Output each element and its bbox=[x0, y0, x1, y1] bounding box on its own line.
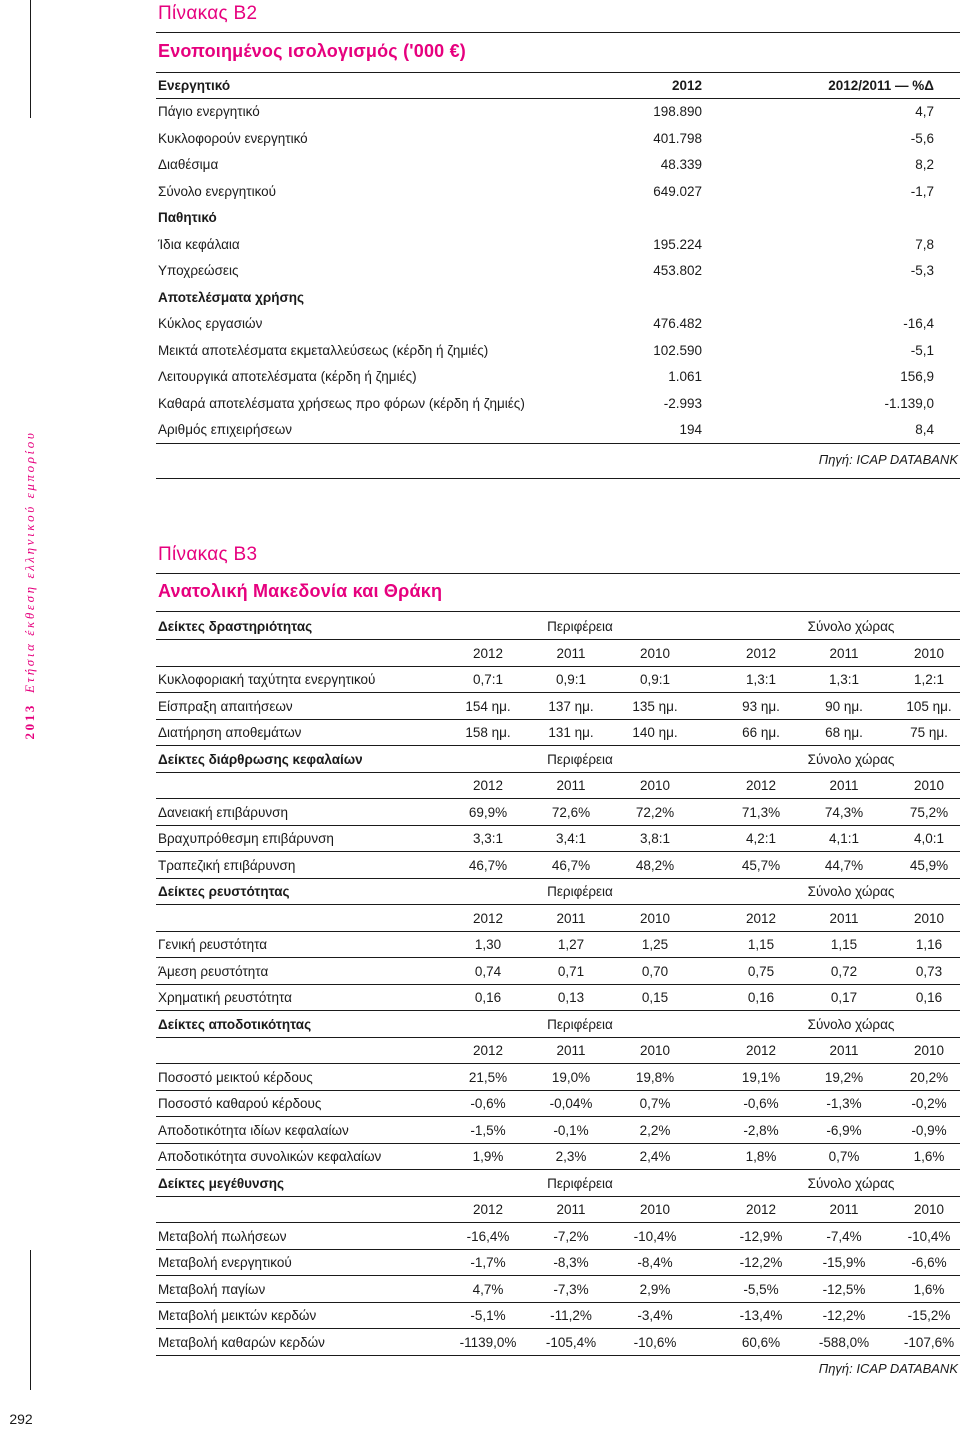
table-b2-row-label: Μεικτά αποτελέσματα εκμεταλλεύσεως (κέρδη ή ζημιές) bbox=[158, 343, 489, 358]
table-b2-source: Πηγή: ICAP DATABANK bbox=[818, 452, 958, 467]
table-b3-row-rule bbox=[156, 719, 960, 720]
table-b3-cell: -105,4% bbox=[545, 1335, 597, 1350]
table-b3-cell: 1,3:1 bbox=[828, 672, 860, 687]
table-b3-year-cell: 2011 bbox=[829, 1043, 859, 1058]
table-b2-row-value-2012: 1.061 bbox=[668, 369, 702, 384]
table-b2-row-value-2012: 198.890 bbox=[653, 104, 702, 119]
table-b3-cell: 105 ημ. bbox=[906, 699, 952, 714]
table-b2-row-label: Υποχρεώσεις bbox=[158, 263, 239, 278]
table-b3-cell: -7,4% bbox=[826, 1229, 862, 1244]
table-b3-cell: 1,30 bbox=[474, 937, 502, 952]
table-b3-cell: 0,13 bbox=[557, 990, 585, 1005]
table-b3-year-cell: 2010 bbox=[913, 1043, 945, 1058]
table-b3-years-rule bbox=[156, 1063, 960, 1064]
table-b2-row-value-2012: 48.339 bbox=[660, 157, 702, 172]
table-b3-cell: -6,6% bbox=[911, 1255, 947, 1270]
table-b3-row-rule bbox=[156, 1143, 960, 1144]
table-b3-row-label: Αποδοτικότητα συνολικών κεφαλαίων bbox=[158, 1149, 382, 1164]
table-b3-cell: 0,15 bbox=[641, 990, 669, 1005]
table-b3-year-cell: 2012 bbox=[745, 1043, 777, 1058]
table-b3-row bbox=[158, 1333, 958, 1353]
table-b3-cell: 0,16 bbox=[915, 990, 943, 1005]
table-b3-row bbox=[158, 988, 958, 1008]
table-b3-cell: 0,75 bbox=[747, 964, 775, 979]
table-b2-row-label: Πάγιο ενεργητικό bbox=[158, 104, 260, 119]
table-b2-row-value-2012: -2.993 bbox=[663, 396, 702, 411]
table-b3-cell: 0,71 bbox=[557, 964, 585, 979]
table-b2-source-rule bbox=[156, 478, 960, 479]
table-b3-section-rule bbox=[156, 1196, 960, 1197]
table-b3-cell: 19,0% bbox=[551, 1070, 591, 1085]
table-b2-header-col2: 2012/2011 — %Δ bbox=[828, 78, 934, 93]
table-b3-cell: 0,17 bbox=[830, 990, 858, 1005]
table-b3-row-rule bbox=[156, 851, 960, 852]
table-b3-cell: 1,6% bbox=[913, 1282, 945, 1297]
table-b3-year-cell: 2012 bbox=[472, 1043, 504, 1058]
table-b2-row-label: Λειτουργικά αποτελέσματα (κέρδη ή ζημιές) bbox=[158, 369, 417, 384]
table-b3-cell: -0,04% bbox=[549, 1096, 593, 1111]
table-b3-country-heading: Σύνολο χώρας bbox=[807, 1017, 895, 1032]
table-b3-cell: 72,2% bbox=[635, 805, 675, 820]
table-b3-cell: -8,4% bbox=[637, 1255, 673, 1270]
table-b2-row-change: 8,2 bbox=[915, 157, 934, 172]
table-b3-row bbox=[158, 723, 958, 743]
table-b2-subtitle-rule bbox=[156, 72, 960, 73]
table-b3-year-cell: 2010 bbox=[913, 911, 945, 926]
table-b3-section-header bbox=[158, 1015, 958, 1035]
table-b3-cell: 2,4% bbox=[639, 1149, 671, 1164]
table-b3-cell: 1,3:1 bbox=[745, 672, 777, 687]
table-b2-section-row bbox=[158, 288, 958, 308]
table-b3-cell: 135 ημ. bbox=[632, 699, 678, 714]
table-b3-row bbox=[158, 962, 958, 982]
table-b3-row bbox=[158, 1227, 958, 1247]
table-b2-row-change: -1,7 bbox=[910, 184, 934, 199]
table-b3-title: Πίνακας Β3 bbox=[158, 544, 258, 565]
table-b3-year-cell: 2012 bbox=[472, 911, 504, 926]
table-b3-region-heading: Περιφέρεια bbox=[547, 1176, 613, 1191]
table-b3-cell: -1,3% bbox=[826, 1096, 862, 1111]
table-b3-row-rule bbox=[156, 957, 960, 958]
table-b2-row-label: Σύνολο ενεργητικού bbox=[158, 184, 277, 199]
table-b3-cell: 72,6% bbox=[551, 805, 591, 820]
table-b3-years-row bbox=[158, 1200, 958, 1220]
table-b3-cell: 19,8% bbox=[635, 1070, 675, 1085]
table-b3-cell: 68 ημ. bbox=[825, 725, 863, 740]
table-b3-cell: 45,7% bbox=[741, 858, 781, 873]
table-b2-row bbox=[158, 394, 958, 414]
table-b3-row bbox=[158, 856, 958, 876]
table-b3-cell: 1,6% bbox=[913, 1149, 945, 1164]
table-b3-row-label: Είσπραξη απαιτήσεων bbox=[158, 699, 293, 714]
table-b3-cell: -15,9% bbox=[822, 1255, 866, 1270]
table-b3-cell: -0,9% bbox=[911, 1123, 947, 1138]
table-b3-cell: -10,4% bbox=[907, 1229, 951, 1244]
table-b3-year-cell: 2011 bbox=[556, 1202, 586, 1217]
table-b3-row-label: Κυκλοφοριακή ταχύτητα ενεργητικού bbox=[158, 672, 376, 687]
table-b3-years-rule bbox=[156, 666, 960, 667]
table-b3-cell: 158 ημ. bbox=[465, 725, 511, 740]
table-b3-cell: 0,16 bbox=[747, 990, 775, 1005]
table-b3-country-heading: Σύνολο χώρας bbox=[807, 884, 895, 899]
table-b3-cell: 19,1% bbox=[741, 1070, 781, 1085]
table-b3-cell: -5,1% bbox=[470, 1308, 506, 1323]
table-b3-row bbox=[158, 1094, 958, 1114]
table-b3-cell: -0,6% bbox=[743, 1096, 779, 1111]
table-b3-cell: 19,2% bbox=[824, 1070, 864, 1085]
table-b3-row-label: Μεταβολή παγίων bbox=[158, 1282, 266, 1297]
table-b3-row bbox=[158, 935, 958, 955]
table-b3-row-rule bbox=[156, 1169, 960, 1170]
table-b3-row-label: Μεταβολή καθαρών κερδών bbox=[158, 1335, 325, 1350]
table-b3-row-rule bbox=[156, 1275, 960, 1276]
table-b3-cell: -12,2% bbox=[822, 1308, 866, 1323]
table-b2-row bbox=[158, 367, 958, 387]
table-b3-cell: -107,6% bbox=[903, 1335, 955, 1350]
table-b3-row-label: Μεταβολή πωλήσεων bbox=[158, 1229, 287, 1244]
table-b3-row bbox=[158, 1253, 958, 1273]
table-b3-cell: 75 ημ. bbox=[910, 725, 948, 740]
table-b3-row-label: Ποσοστό καθαρού κέρδους bbox=[158, 1096, 322, 1111]
table-b3-row-rule bbox=[156, 878, 960, 879]
table-b3-region-heading: Περιφέρεια bbox=[547, 752, 613, 767]
table-b3-year-cell: 2010 bbox=[639, 911, 671, 926]
table-b3-row-label: Γενική ρευστότητα bbox=[158, 937, 268, 952]
table-b3-section-rule bbox=[156, 772, 960, 773]
table-b3-cell: 137 ημ. bbox=[548, 699, 594, 714]
table-b3-cell: 93 ημ. bbox=[742, 699, 780, 714]
table-b3-cell: 74,3% bbox=[824, 805, 864, 820]
table-b3-cell: 4,2:1 bbox=[745, 831, 777, 846]
table-b3-country-heading: Σύνολο χώρας bbox=[807, 752, 895, 767]
table-b3-region-heading: Περιφέρεια bbox=[547, 884, 613, 899]
table-b3-cell: 21,5% bbox=[468, 1070, 508, 1085]
table-b3-cell: -16,4% bbox=[466, 1229, 510, 1244]
table-b3-cell: 69,9% bbox=[468, 805, 508, 820]
table-b3-cell: 75,2% bbox=[909, 805, 949, 820]
table-b3-cell: 0,16 bbox=[474, 990, 502, 1005]
sidebar-label: Ετήσια έκθεση ελληνικού εμπορίου bbox=[22, 430, 37, 694]
table-b3-cell: -12,2% bbox=[739, 1255, 783, 1270]
table-b3-section-header bbox=[158, 750, 958, 770]
table-b2-row-label: Κυκλοφορούν ενεργητικό bbox=[158, 131, 308, 146]
table-b2-header bbox=[158, 76, 958, 96]
table-b2-row-value-2012: 194 bbox=[679, 422, 702, 437]
table-b3-row bbox=[158, 697, 958, 717]
table-b3-cell: -7,3% bbox=[553, 1282, 589, 1297]
page-number: 292 bbox=[9, 1411, 33, 1427]
table-b3-cell: 4,7% bbox=[472, 1282, 504, 1297]
table-b3-row-rule bbox=[156, 745, 960, 746]
table-b3-cell: -6,9% bbox=[826, 1123, 862, 1138]
table-b3-row-rule bbox=[156, 1302, 960, 1303]
table-b2-row-change: -5,6 bbox=[910, 131, 934, 146]
table-b3-cell: -5,5% bbox=[743, 1282, 779, 1297]
table-b3-year-cell: 2012 bbox=[472, 1202, 504, 1217]
table-b3-year-cell: 2012 bbox=[745, 911, 777, 926]
table-b2-bottom-rule bbox=[156, 443, 960, 444]
table-b3-title-rule bbox=[156, 573, 960, 574]
table-b3-cell: 1,15 bbox=[747, 937, 775, 952]
table-b2-row-label: Διαθέσιμα bbox=[158, 157, 219, 172]
table-b2-row-label: Αποτελέσματα χρήσης bbox=[158, 290, 304, 305]
table-b3-year-cell: 2012 bbox=[745, 646, 777, 661]
table-b2-row-value-2012: 102.590 bbox=[653, 343, 702, 358]
table-b3-cell: 140 ημ. bbox=[632, 725, 678, 740]
table-b2-row-change: -5,3 bbox=[910, 263, 934, 278]
table-b3-year-cell: 2011 bbox=[556, 911, 586, 926]
table-b3-cell: 0,72 bbox=[830, 964, 858, 979]
table-b2-row bbox=[158, 182, 958, 202]
table-b2-subtitle: Ενοποιημένος ισολογισμός ('000 €) bbox=[158, 41, 466, 61]
table-b3-section-title: Δείκτες δραστηριότητας bbox=[158, 619, 313, 634]
table-b2-row-value-2012: 195.224 bbox=[653, 237, 702, 252]
table-b3-cell: -13,4% bbox=[739, 1308, 783, 1323]
table-b3-year-cell: 2011 bbox=[556, 646, 586, 661]
table-b3-year-cell: 2012 bbox=[472, 646, 504, 661]
table-b3-year-cell: 2010 bbox=[913, 1202, 945, 1217]
table-b2-row-value-2012: 649.027 bbox=[653, 184, 702, 199]
table-b3-cell: 46,7% bbox=[468, 858, 508, 873]
table-b3-section-header bbox=[158, 882, 958, 902]
table-b3-cell: -0,1% bbox=[553, 1123, 589, 1138]
table-b3-year-cell: 2010 bbox=[639, 778, 671, 793]
table-b2-row-label: Παθητικό bbox=[158, 210, 217, 225]
table-b2-row-label: Αριθμός επιχειρήσεων bbox=[158, 422, 292, 437]
table-b3-cell: 2,3% bbox=[555, 1149, 587, 1164]
table-b3-year-cell: 2012 bbox=[745, 778, 777, 793]
table-b3-subtitle: Ανατολική Μακεδονία και Θράκη bbox=[158, 581, 443, 601]
table-b3-row-rule bbox=[156, 1010, 960, 1011]
table-b3-row bbox=[158, 1068, 958, 1088]
table-b3-years-rule bbox=[156, 798, 960, 799]
table-b2-row-change: -1.139,0 bbox=[884, 396, 934, 411]
table-b3-cell: 1,25 bbox=[641, 937, 669, 952]
table-b3-year-cell: 2010 bbox=[639, 1043, 671, 1058]
table-b3-cell: 1,27 bbox=[557, 937, 585, 952]
table-b2-row bbox=[158, 129, 958, 149]
sidebar-caption bbox=[22, 431, 38, 740]
table-b3-cell: 131 ημ. bbox=[548, 725, 594, 740]
table-b3-cell: 1,16 bbox=[915, 937, 943, 952]
table-b3-section-rule bbox=[156, 1037, 960, 1038]
table-b2-row-value-2012: 453.802 bbox=[653, 263, 702, 278]
table-b3-years-row bbox=[158, 776, 958, 796]
table-b3-row bbox=[158, 803, 958, 823]
table-b3-row bbox=[158, 1121, 958, 1141]
table-b3-row-label: Μεταβολή ενεργητικού bbox=[158, 1255, 292, 1270]
table-b3-cell: 60,6% bbox=[741, 1335, 781, 1350]
table-b3-row-label: Αποδοτικότητα ιδίων κεφαλαίων bbox=[158, 1123, 349, 1138]
table-b3-year-cell: 2010 bbox=[639, 1202, 671, 1217]
table-b3-source: Πηγή: ICAP DATABANK bbox=[818, 1361, 958, 1376]
table-b3-cell: -0,6% bbox=[470, 1096, 506, 1111]
table-b3-cell: 0,73 bbox=[915, 964, 943, 979]
table-b2-header-label: Ενεργητικό bbox=[158, 78, 231, 93]
table-b3-cell: -0,2% bbox=[911, 1096, 947, 1111]
table-b3-section-title: Δείκτες διάρθρωσης κεφαλαίων bbox=[158, 752, 363, 767]
table-b2-row-change: -16,4 bbox=[903, 316, 934, 331]
table-b3-section-rule bbox=[156, 904, 960, 905]
table-b3-section-title: Δείκτες ρευστότητας bbox=[158, 884, 290, 899]
table-b3-cell: -10,4% bbox=[633, 1229, 677, 1244]
table-b3-cell: 2,9% bbox=[639, 1282, 671, 1297]
table-b3-years-rule bbox=[156, 931, 960, 932]
table-b3-row-label: Τραπεζική επιβάρυνση bbox=[158, 858, 296, 873]
table-b3-row bbox=[158, 829, 958, 849]
table-b2-row-change: 4,7 bbox=[915, 104, 934, 119]
table-b2-row bbox=[158, 420, 958, 440]
table-b2-row-change: 7,8 bbox=[915, 237, 934, 252]
table-b2-row bbox=[158, 155, 958, 175]
sidebar-year: 2013 bbox=[22, 703, 37, 740]
sidebar-rule-top bbox=[30, 0, 31, 118]
table-b3-row-rule bbox=[156, 1090, 960, 1091]
table-b3-cell: -15,2% bbox=[907, 1308, 951, 1323]
table-b2-row-label: Ίδια κεφάλαια bbox=[158, 237, 240, 252]
table-b3-years-row bbox=[158, 1041, 958, 1061]
table-b3-cell: 45,9% bbox=[909, 858, 949, 873]
table-b3-cell: 46,7% bbox=[551, 858, 591, 873]
table-b3-year-cell: 2011 bbox=[829, 646, 859, 661]
sidebar-rule-bottom bbox=[30, 1250, 31, 1390]
table-b3-row-label: Μεταβολή μεικτών κερδών bbox=[158, 1308, 317, 1323]
table-b3-cell: 1,15 bbox=[830, 937, 858, 952]
table-b2-row-change: 8,4 bbox=[915, 422, 934, 437]
table-b3-year-cell: 2012 bbox=[745, 1202, 777, 1217]
table-b2-row-change: -5,1 bbox=[910, 343, 934, 358]
table-b3-cell: 0,7:1 bbox=[472, 672, 504, 687]
table-b3-cell: 90 ημ. bbox=[825, 699, 863, 714]
table-b3-country-heading: Σύνολο χώρας bbox=[807, 619, 895, 634]
table-b3-years-row bbox=[158, 644, 958, 664]
table-b2-row bbox=[158, 261, 958, 281]
table-b2-row bbox=[158, 341, 958, 361]
table-b3-row-rule bbox=[156, 1249, 960, 1250]
table-b3-row-label: Άμεση ρευστότητα bbox=[158, 964, 269, 979]
table-b3-section-rule bbox=[156, 639, 960, 640]
table-b3-cell: 2,2% bbox=[639, 1123, 671, 1138]
table-b3-cell: 154 ημ. bbox=[465, 699, 511, 714]
table-b2-row-label: Καθαρά αποτελέσματα χρήσεως προ φόρων (κέρδη ή ζημιές) bbox=[158, 396, 525, 411]
table-b3-years-rule bbox=[156, 1222, 960, 1223]
table-b3-cell: -10,6% bbox=[633, 1335, 677, 1350]
table-b3-section-title: Δείκτες αποδοτικότητας bbox=[158, 1017, 312, 1032]
table-b3-section-header bbox=[158, 617, 958, 637]
table-b3-cell: 0,7% bbox=[828, 1149, 860, 1164]
table-b3-year-cell: 2011 bbox=[829, 1202, 859, 1217]
table-b3-region-heading: Περιφέρεια bbox=[547, 619, 613, 634]
table-b3-row-label: Βραχυπρόθεσμη επιβάρυνση bbox=[158, 831, 334, 846]
table-b3-cell: -1,5% bbox=[470, 1123, 506, 1138]
table-b3-year-cell: 2010 bbox=[913, 778, 945, 793]
table-b3-row bbox=[158, 1147, 958, 1167]
table-b3-cell: 3,3:1 bbox=[472, 831, 504, 846]
table-b2-header-rule bbox=[156, 98, 960, 99]
table-b2-title-rule bbox=[156, 32, 960, 33]
table-b3-region-heading: Περιφέρεια bbox=[547, 1017, 613, 1032]
table-b3-cell: 1,9% bbox=[472, 1149, 504, 1164]
table-b2-section-row bbox=[158, 208, 958, 228]
table-b3-row bbox=[158, 1306, 958, 1326]
table-b3-cell: 44,7% bbox=[824, 858, 864, 873]
table-b3-cell: 1,2:1 bbox=[913, 672, 945, 687]
table-b3-cell: 3,8:1 bbox=[639, 831, 671, 846]
table-b3-cell: -7,2% bbox=[553, 1229, 589, 1244]
table-b3-country-heading: Σύνολο χώρας bbox=[807, 1176, 895, 1191]
table-b3-cell: 4,0:1 bbox=[913, 831, 945, 846]
table-b3-year-cell: 2012 bbox=[472, 778, 504, 793]
table-b3-row-rule bbox=[156, 1355, 960, 1356]
table-b3-cell: 0,7% bbox=[639, 1096, 671, 1111]
table-b3-year-cell: 2010 bbox=[639, 646, 671, 661]
table-b3-cell: -12,5% bbox=[822, 1282, 866, 1297]
table-b3-cell: 20,2% bbox=[909, 1070, 949, 1085]
table-b3-cell: -3,4% bbox=[637, 1308, 673, 1323]
table-b2-row-value-2012: 401.798 bbox=[653, 131, 702, 146]
table-b3-year-cell: 2011 bbox=[829, 911, 859, 926]
table-b3-cell: 0,70 bbox=[641, 964, 669, 979]
table-b3-cell: 1,8% bbox=[745, 1149, 777, 1164]
table-b3-row bbox=[158, 670, 958, 690]
table-b3-cell: -8,3% bbox=[553, 1255, 589, 1270]
table-b3-cell: 3,4:1 bbox=[555, 831, 587, 846]
table-b3-year-cell: 2010 bbox=[913, 646, 945, 661]
table-b2-header-col1: 2012 bbox=[671, 78, 702, 93]
table-b3-year-cell: 2011 bbox=[556, 1043, 586, 1058]
table-b3-cell: 0,9:1 bbox=[555, 672, 587, 687]
table-b2-title: Πίνακας Β2 bbox=[158, 3, 258, 24]
table-b3-cell: -11,2% bbox=[550, 1308, 592, 1323]
table-b3-row bbox=[158, 1280, 958, 1300]
table-b3-cell: 4,1:1 bbox=[828, 831, 860, 846]
table-b2-row bbox=[158, 314, 958, 334]
table-b3-row-label: Ποσοστό μεικτού κέρδους bbox=[158, 1070, 313, 1085]
table-b3-row-rule bbox=[156, 1116, 960, 1117]
table-b3-year-cell: 2011 bbox=[556, 778, 586, 793]
table-b3-cell: -1139,0% bbox=[459, 1335, 517, 1350]
table-b3-cell: -1,7% bbox=[470, 1255, 506, 1270]
table-b3-row-rule bbox=[156, 692, 960, 693]
table-b3-year-cell: 2011 bbox=[829, 778, 859, 793]
table-b3-row-label: Χρηματική ρευστότητα bbox=[158, 990, 292, 1005]
table-b3-row-rule bbox=[156, 984, 960, 985]
table-b3-row-label: Δανειακή επιβάρυνση bbox=[158, 805, 288, 820]
table-b2-row bbox=[158, 235, 958, 255]
table-b3-cell: 66 ημ. bbox=[742, 725, 780, 740]
table-b2-row-label: Κύκλος εργασιών bbox=[158, 316, 263, 331]
table-b3-row-rule bbox=[156, 1328, 960, 1329]
table-b3-subtitle-rule bbox=[156, 611, 960, 612]
table-b3-cell: -588,0% bbox=[818, 1335, 870, 1350]
table-b3-cell: -12,9% bbox=[739, 1229, 783, 1244]
table-b3-row-rule bbox=[156, 825, 960, 826]
table-b3-cell: 48,2% bbox=[635, 858, 675, 873]
table-b3-cell: 71,3% bbox=[741, 805, 781, 820]
table-b3-cell: 0,9:1 bbox=[639, 672, 671, 687]
table-b3-years-row bbox=[158, 909, 958, 929]
table-b2-row-value-2012: 476.482 bbox=[653, 316, 702, 331]
table-b3-section-title: Δείκτες μεγέθυνσης bbox=[158, 1176, 285, 1191]
table-b2-row bbox=[158, 102, 958, 122]
table-b2-row-change: 156,9 bbox=[900, 369, 934, 384]
table-b3-cell: 0,74 bbox=[474, 964, 502, 979]
table-b3-row-label: Διατήρηση αποθεμάτων bbox=[158, 725, 302, 740]
table-b3-cell: -2,8% bbox=[743, 1123, 779, 1138]
table-b3-section-header bbox=[158, 1174, 958, 1194]
